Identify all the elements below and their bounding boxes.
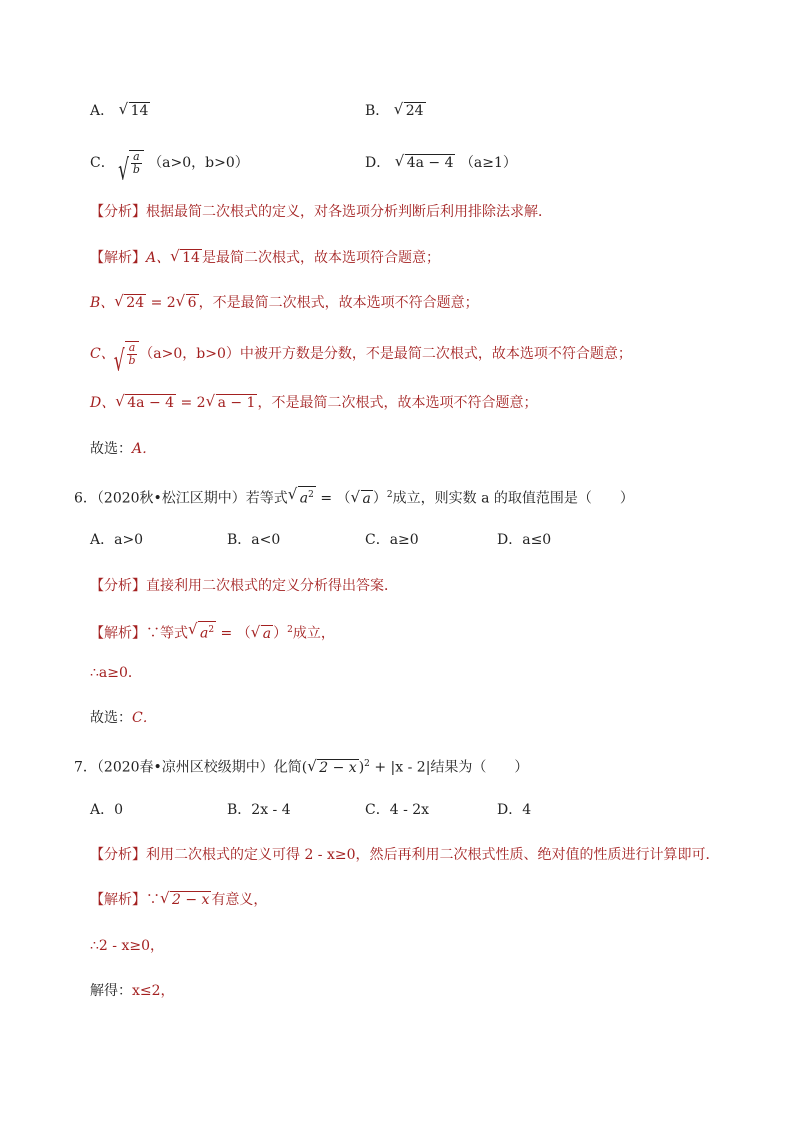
q7-solution: 【解析】∵√ 2 − x 有意义， <box>90 890 267 910</box>
q6-answer-value: C． <box>132 710 157 726</box>
q6-analysis-text: 直接利用二次根式的定义分析得出答案． <box>146 578 398 594</box>
q7-stem-sqrt: √ 2 − x <box>308 758 358 778</box>
q5-solution-c-sqrt-fraction: √ $\frac{a}{b}$ <box>115 341 140 367</box>
q5-option-a-sqrt: √ 14 <box>120 101 151 121</box>
q5-solution-a: 【解析】A、√ 14 是最简二次根式，故本选项符合题意； <box>90 248 440 268</box>
q6-option-b: B．a<0 <box>227 532 281 548</box>
q6-solution-sqrt1: √ $a^2$ <box>189 621 216 644</box>
q6-answer: 故选：C． <box>90 710 157 726</box>
q5-solution-d: D、√ 4a − 4 = 2√ a − 1 ，不是最简二次根式，故本选项不符合题意； <box>90 393 537 413</box>
q6-analysis: 【分析】直接利用二次根式的定义分析得出答案． <box>90 578 398 594</box>
q7-option-a: A．0 <box>90 802 124 818</box>
q6-option-a: A．a>0 <box>90 532 144 548</box>
q5-solution-b-sqrt: √ 24 <box>115 293 146 313</box>
q7-step3: 解得：x≤2， <box>90 983 175 999</box>
q6-option-c: C．a≥0 <box>365 532 419 548</box>
q5-option-d-label: D． <box>365 155 391 171</box>
q7-option-c: C．4 - 2x <box>365 802 430 818</box>
q6-option-d: D．a≤0 <box>497 532 552 548</box>
analysis-tag: 【分析】 <box>90 204 146 220</box>
q7-analysis: 【分析】利用二次根式的定义可得 2 - x≥0，然后再利用二次根式性质、绝对值的性质进行计算即可． <box>90 847 720 863</box>
q7-analysis-condition: 2 - x≥0 <box>304 847 356 863</box>
q5-option-b-label: B． <box>365 103 390 119</box>
q7-step2: ∴2 - x≥0， <box>90 938 164 954</box>
q6-stem-sqrt1: √ $a^2$ <box>289 486 316 509</box>
q5-option-c-sqrt-fraction: √ $\frac{a}{b}$ <box>119 150 144 176</box>
q5-solution-d-sqrt: √ 4a − 4 <box>116 393 176 413</box>
q5-option-c-label: C． <box>90 155 115 171</box>
q7-stem: 7．（2020春•凉州区校级期中）化简(√ 2 − x )$^2$ + |x - 2|结果为（ ） <box>74 754 528 778</box>
q5-option-b <box>365 101 426 121</box>
q5-option-d <box>365 153 517 173</box>
q7-step3-value: x≤2， <box>132 983 175 999</box>
q5-solution-c: C、 √ $\frac{a}{b}$ （a>0，b>0）中被开方数是分数，不是最简二次根式，故本选项不符合题意； <box>90 341 632 367</box>
q5-answer: 故选：A． <box>90 441 157 457</box>
q6-solution: 【解析】∵等式√ $a^2$ = （√ a ）$^2$成立， <box>90 620 335 644</box>
q5-option-c <box>90 150 249 176</box>
solution-tag: 【解析】 <box>90 250 146 266</box>
q5-option-b-sqrt: √ 24 <box>395 101 426 121</box>
q5-solution-d-sqrt2: √ a − 1 <box>207 393 258 413</box>
q6-step2: ∴a≥0． <box>90 665 142 681</box>
q7-option-d: D．4 <box>497 802 532 818</box>
q7-solution-sqrt: √ 2 − x <box>161 890 211 910</box>
q6-stem: 6．（2020秋•松江区期中）若等式√ $a^2$ = （√ a ）$^2$成立，则实数 a 的取值范围是（ ） <box>74 485 634 509</box>
q6-solution-sqrt2: √ a <box>252 624 273 644</box>
q5-analysis-text: 根据最简二次根式的定义，对各选项分析判断后利用排除法求解． <box>146 204 552 220</box>
q5-solution-b-sqrt2: √ 6 <box>177 293 199 313</box>
q5-analysis <box>90 202 552 222</box>
q5-option-c-condition: （a>0，b>0） <box>148 155 249 171</box>
q5-answer-value: A． <box>132 441 157 457</box>
q5-solution-b: B、√ 24 = 2√ 6 ，不是最简二次根式，故本选项不符合题意； <box>90 293 479 313</box>
q5-option-d-condition: （a≥1） <box>459 155 517 171</box>
q5-option-a-label: A． <box>90 103 115 119</box>
q5-solution-a-sqrt: √ 14 <box>171 248 202 268</box>
q5-option-d-sqrt: √ 4a − 4 <box>396 153 456 173</box>
q6-stem-sqrt2: √ a <box>352 489 373 509</box>
q7-option-b: B．2x - 4 <box>227 802 291 818</box>
q5-option-a <box>90 101 150 121</box>
